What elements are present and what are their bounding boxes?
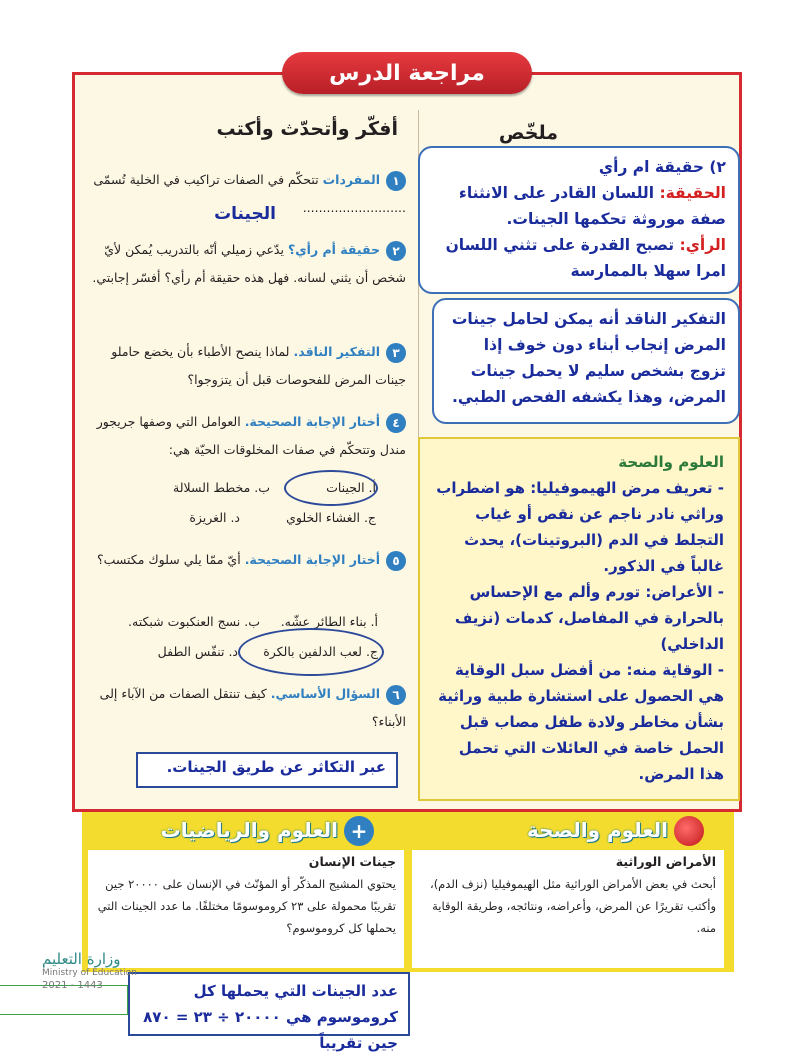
health-answer-box [418, 437, 740, 801]
fact-text: اللسان القادر على الانثناء صفة موروثة تحكمها الجينات. [458, 184, 726, 228]
answer-q3-box: التفكير الناقد أنه يمكن لحامل جينات المرض إنجاب أبناء دون خوف إذا تزوج بشخص سليم لا يحمل جينات المرض، وهذا يكشفه الفحص الطبي. [432, 298, 740, 424]
question-number: ١ [386, 171, 406, 191]
q5-option-b[interactable]: ب. نسج العنكبوت شبكته. [128, 614, 260, 629]
question-text: كيف تنتقل الصفات من الآباء إلى الأبناء؟ [99, 686, 406, 729]
question-2 [92, 236, 406, 292]
math-panel-text: يحتوي المشيج المذكّر أو المؤنّث في الإنسان على ٢٠٠٠٠ جين تقريبًا محمولة على ٢٣ كروموسومًا مختلفًا. ما عدد الجينات التي يحملها كل كروموسوم؟ [97, 877, 396, 935]
question-text: العوامل التي وصفها جريجور مندل وتتحكّم في صفات المخلوقات الحيّة هي: [96, 414, 406, 457]
plus-icon: + [344, 816, 374, 846]
q5-option-a[interactable]: أ. بناء الطائر عشّه. [280, 614, 378, 629]
enrichment-panel [82, 812, 734, 972]
health-panel-title: العلوم والصحة [526, 818, 668, 842]
q5-option-c[interactable]: ج. لعب الدلفين بالكرة [263, 644, 378, 659]
left-column-heading: أفكّر وأتحدّث وأكتب [216, 118, 398, 140]
ministry-subtext: Ministry of Education [42, 968, 137, 978]
question-key: أختار الإجابة الصحيحة. [244, 552, 380, 567]
question-5 [92, 546, 406, 574]
answer-circle-q5 [238, 628, 384, 676]
ministry-logo-text: وزارة التعليم [42, 950, 121, 968]
question-text: لماذا ينصح الأطباء بأن يخضع حاملو جينات المرض للفحوصات قبل أن يتزوجوا؟ [111, 344, 406, 387]
question-key: حقيقة أم رأي؟ [287, 242, 380, 257]
question-key: المفردات [322, 172, 380, 187]
question-number: ٥ [386, 551, 406, 571]
answer-q2-title: ٢) حقيقة ام رأي [598, 158, 726, 176]
question-4 [92, 408, 406, 464]
math-panel-subtitle: جينات الإنسان [308, 854, 396, 869]
health-answer-title: العلوم والصحة [618, 453, 724, 471]
health-panel-body [412, 850, 724, 968]
question-text: أيّ ممّا يلي سلوك مكتسب؟ [96, 552, 241, 567]
math-panel-body [88, 850, 404, 968]
answer-q1: الجينات [214, 204, 276, 224]
page-title: مراجعة الدرس [282, 52, 532, 94]
question-text: يدّعي زميلي أنّه بالتدريب يُمكن لأيّ شخص أن يثني لسانه. فهل هذه حقيقة أم رأي؟ أفسّر إجابتي. [92, 242, 406, 285]
fact-label: الحقيقة: [659, 184, 726, 202]
question-number: ٤ [386, 413, 406, 433]
question-key: التفكير الناقد. [293, 344, 380, 359]
math-panel-title: العلوم والرياضيات [160, 818, 338, 842]
q4-option-a[interactable]: أ. الجينات [326, 480, 376, 495]
question-number: ٣ [386, 343, 406, 363]
question-number: ٢ [386, 241, 406, 261]
opinion-label: الرأي: [679, 236, 726, 254]
q4-option-d[interactable]: د. الغريزة [189, 510, 240, 525]
answer-math: عدد الجينات التي يحملها كل كروموسوم هي ٢٠٠٠٠ ÷ ٢٣ = ٨٧٠ جين تقريباً [128, 972, 410, 1036]
health-panel-subtitle: الأمراض الوراثية [615, 854, 716, 869]
q4-option-b[interactable]: ب. مخطط السلالة [173, 480, 270, 495]
answer-q6: عبر التكاثر عن طريق الجينات. [136, 752, 398, 788]
ministry-year: 2021 - 1443 [42, 980, 103, 991]
health-panel-text: أبحث في بعض الأمراض الوراثية مثل الهيموفيليا (نزف الدم)، وأكتب تقريرًا عن المرض، وأعراضه، ونتائجه، وطريقة الوقاية منه. [429, 877, 716, 935]
question-key: أختار الإجابة الصحيحة. [244, 414, 380, 429]
question-text: تتحكّم في الصفات تراكيب في الخلية تُسمّى .......................... [93, 172, 406, 215]
question-number: ٦ [386, 685, 406, 705]
q5-option-d[interactable]: د. تنفّس الطفل [157, 644, 238, 659]
right-column-heading: ملخّص [498, 122, 558, 144]
answer-circle-q4 [284, 470, 378, 506]
opinion-text: تصبح القدرة على تثني اللسان امرا سهلا بالممارسة [445, 236, 726, 280]
apple-icon [674, 816, 704, 846]
question-6 [92, 680, 406, 736]
question-3 [92, 338, 406, 394]
answer-q2-box [418, 146, 740, 294]
health-answer-prevention: - الوقاية منه: من أفضل سبل الوقاية هي الحصول على استشارة طبية وراثية بشأن مخاطر ولادة طفل مصاب قبل الحمل خاصة في العائلات التي تحمل هذا المرض. [438, 661, 724, 783]
q4-option-c[interactable]: ج. الغشاء الخلوي [286, 510, 376, 525]
health-answer-definition: - تعريف مرض الهيموفيليا: هو اضطراب وراثي نادر ناجم عن نقص أو غياب التجلط في الدم (البروتينات)، يحدث غالباً في الذكور. [436, 479, 724, 575]
question-key: السؤال الأساسي. [270, 686, 380, 701]
health-answer-symptoms: - الأعراض: تورم وألم مع الإحساس بالحرارة في المفاصل، كدمات (نزيف الداخلي) [454, 583, 724, 653]
